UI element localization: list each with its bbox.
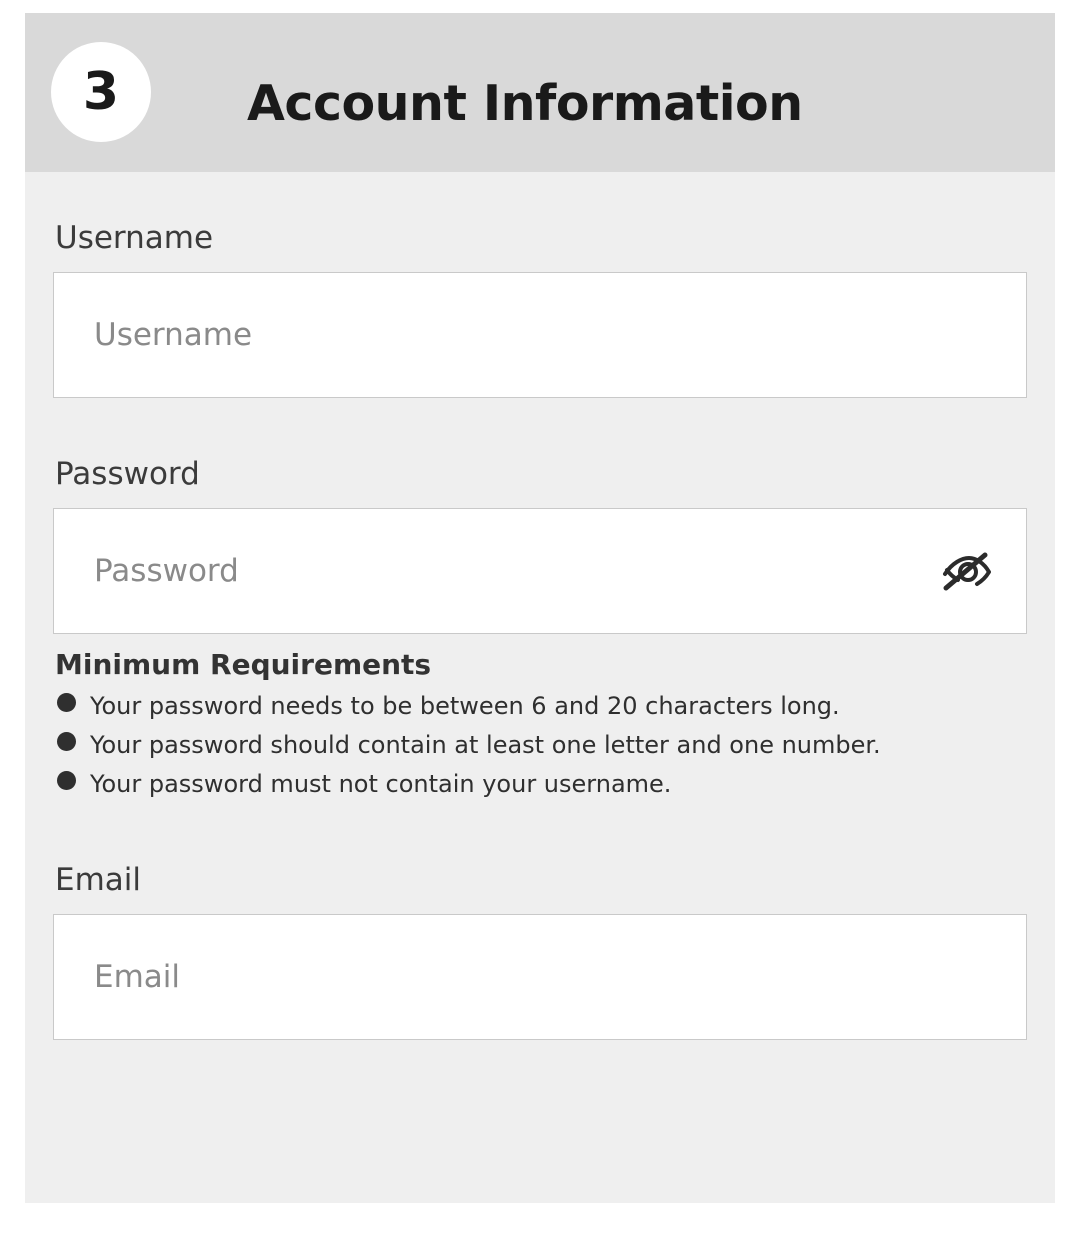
email-field-group xyxy=(53,862,1027,1040)
requirements-title: Minimum Requirements xyxy=(55,648,432,681)
bullet-icon xyxy=(57,732,76,751)
list-item xyxy=(57,687,1027,726)
password-field-group xyxy=(53,456,1027,634)
list-item xyxy=(57,726,1027,765)
requirement-text: Your password needs to be between 6 and 20 characters long. xyxy=(90,692,840,720)
eye-slash-icon[interactable] xyxy=(939,550,991,592)
email-field[interactable] xyxy=(53,914,1027,1040)
requirements-list xyxy=(53,687,1027,804)
email-input-wrap xyxy=(53,914,1027,1040)
username-input-wrap xyxy=(53,272,1027,398)
page-title: Account Information xyxy=(247,75,803,132)
password-input[interactable] xyxy=(53,508,1027,634)
username-label: Username xyxy=(55,220,214,256)
step-number-badge: 3 xyxy=(51,42,151,142)
list-item xyxy=(57,765,1027,804)
bullet-icon xyxy=(57,771,76,790)
username-input[interactable] xyxy=(53,272,1027,398)
requirement-text: Your password must not contain your username. xyxy=(90,769,672,798)
bullet-icon xyxy=(57,693,76,712)
password-label: Password xyxy=(55,456,200,492)
card-header xyxy=(25,13,1055,172)
spacer xyxy=(53,804,1027,862)
form-body xyxy=(25,172,1055,1040)
password-input-wrap xyxy=(53,508,1027,634)
account-information-card xyxy=(25,13,1055,1203)
spacer xyxy=(53,398,1027,456)
username-field-group xyxy=(53,220,1027,398)
requirement-text: Your password should contain at least one letter and one number. xyxy=(90,730,881,759)
email-label: Email xyxy=(55,861,142,898)
password-requirements xyxy=(53,648,1027,804)
